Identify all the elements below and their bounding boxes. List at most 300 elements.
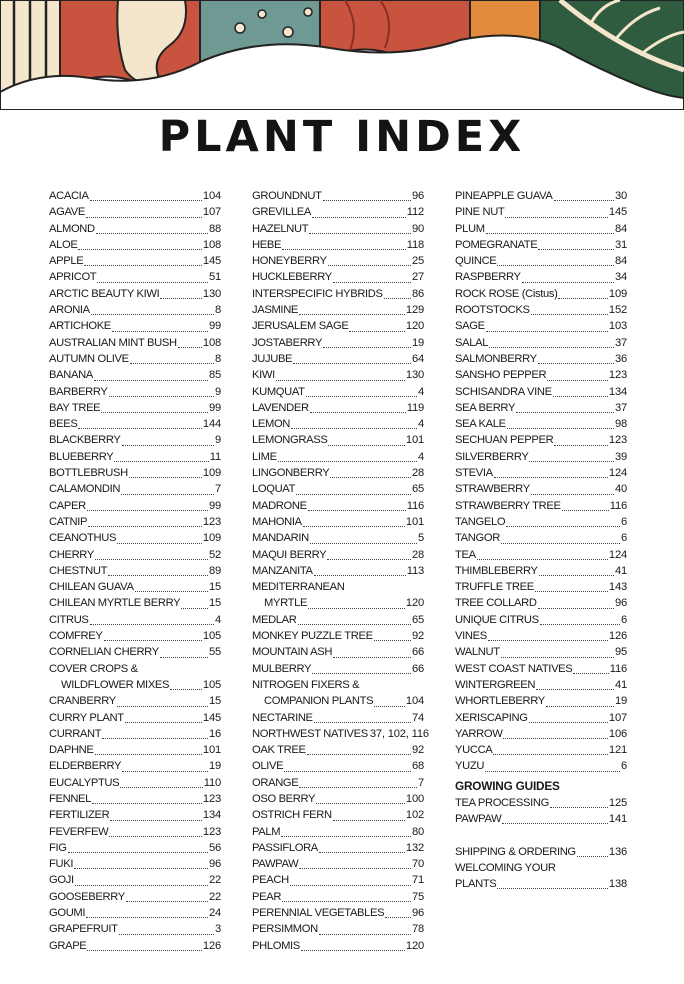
entry-name: PLUM	[455, 222, 485, 235]
entry-name: MYRTLE	[264, 597, 308, 610]
index-column-1	[49, 188, 221, 954]
dot-leader	[306, 382, 417, 397]
dot-leader	[374, 692, 405, 707]
entry-name: KIWI	[252, 369, 275, 382]
dot-leader	[109, 822, 202, 837]
entry-name: BANANA	[49, 369, 93, 382]
dot-leader	[276, 366, 405, 381]
entry-name: FUKI	[49, 858, 74, 871]
entry-name: TEA PROCESSING	[455, 796, 549, 809]
index-entry	[49, 938, 221, 954]
entry-name: YUCCA	[455, 744, 493, 757]
entry-name: SILVERBERRY	[455, 450, 529, 463]
entry-page-number: 11	[209, 450, 221, 463]
dot-leader	[536, 675, 614, 690]
dot-leader	[516, 398, 614, 413]
entry-page-number: 109	[608, 287, 627, 300]
entry-page-number: 31	[614, 238, 627, 251]
entry-page-number: 65	[411, 483, 424, 496]
entry-name: COVER CROPS &	[49, 662, 138, 675]
dot-leader	[333, 806, 405, 821]
entry-page-number: 4	[417, 385, 424, 398]
entry-name: SHIPPING & ORDERING	[455, 845, 576, 858]
entry-page-number: 15	[208, 695, 221, 708]
entry-name: PHLOMIS	[252, 939, 300, 952]
dot-leader	[75, 871, 208, 886]
entry-name: WELCOMING YOUR	[455, 861, 556, 874]
entry-page-number: 37, 102, 116	[369, 727, 429, 740]
entry-page-number: 36	[614, 352, 627, 365]
dot-leader	[299, 300, 405, 315]
entry-name: HONEYBERRY	[252, 255, 327, 268]
dot-leader	[314, 561, 406, 576]
entry-name: CHILEAN GUAVA	[49, 581, 134, 594]
entry-page-number: 106	[608, 727, 627, 740]
entry-page-number: 70	[411, 858, 424, 871]
entry-page-number: 68	[411, 760, 424, 773]
entry-page-number: 96	[411, 190, 424, 202]
dot-leader	[102, 724, 208, 739]
entry-name: CATNIP	[49, 515, 88, 528]
dot-leader	[129, 463, 202, 478]
entry-name: POMEGRANATE	[455, 238, 538, 251]
entry-name: TREE COLLARD	[455, 597, 537, 610]
entry-name: MEDITERRANEAN	[252, 581, 345, 594]
dot-leader	[121, 480, 214, 495]
index-entry	[252, 938, 424, 954]
dot-leader	[328, 431, 404, 446]
dot-leader	[90, 186, 202, 201]
index-entry	[252, 710, 424, 726]
index-entry	[252, 661, 424, 677]
entry-page-number: 123	[202, 515, 221, 528]
entry-name: SEA KALE	[455, 418, 506, 431]
entry-page-number: 22	[208, 874, 221, 887]
dot-leader	[507, 414, 614, 429]
dot-leader	[87, 496, 208, 511]
entry-name: THIMBLEBERRY	[455, 564, 538, 577]
entry-name: GOJI	[49, 874, 74, 887]
dot-leader	[135, 577, 208, 592]
entry-name: BARBERRY	[49, 385, 108, 398]
entry-name: PAWPAW	[252, 858, 299, 871]
entry-name: WINTERGREEN	[455, 678, 536, 691]
dot-leader	[84, 251, 202, 266]
dot-leader	[86, 203, 202, 218]
entry-name: CURRY PLANT	[49, 711, 124, 724]
entry-name: ROCK ROSE (Cistus)	[455, 287, 558, 300]
entry-name: GRAPE	[49, 939, 87, 952]
entry-name: GROUNDNUT	[252, 190, 322, 202]
entry-page-number: 101	[405, 434, 424, 447]
entry-page-number: 55	[208, 646, 221, 659]
entry-name: HUCKLEBERRY	[252, 271, 332, 284]
entry-page-number: 86	[411, 287, 424, 300]
entry-page-number: 99	[208, 320, 221, 333]
entry-name: CALAMONDIN	[49, 483, 121, 496]
entry-name: XERISCAPING	[455, 711, 528, 724]
entry-page-number: 16	[208, 727, 221, 740]
entry-page-number: 19	[411, 336, 424, 349]
entry-name: QUINCE	[455, 255, 497, 268]
entry-page-number: 136	[608, 845, 627, 858]
dot-leader	[497, 251, 614, 266]
index-column-2	[252, 188, 429, 954]
dot-leader	[312, 659, 411, 674]
entry-name: ARONIA	[49, 304, 90, 317]
entry-page-number: 40	[614, 483, 627, 496]
dot-leader	[493, 740, 608, 755]
entry-name: VINES	[455, 630, 487, 643]
entry-name: OSO BERRY	[252, 792, 316, 805]
dot-leader	[328, 251, 411, 266]
index-entry	[455, 876, 627, 892]
dot-leader	[501, 529, 620, 544]
entry-name: MAQUI BERRY	[252, 548, 327, 561]
entry-page-number: 6	[620, 532, 627, 545]
entry-page-number: 124	[608, 467, 627, 480]
dot-leader	[78, 414, 201, 429]
dot-leader	[374, 626, 411, 641]
dot-leader	[384, 284, 411, 299]
growing-guides-heading: GROWING GUIDES	[455, 778, 560, 793]
dot-leader	[299, 773, 417, 788]
entry-page-number: 124	[608, 548, 627, 561]
dot-leader	[101, 398, 208, 413]
entry-page-number: 7	[214, 483, 221, 496]
entry-page-number: 98	[614, 418, 627, 431]
entry-page-number: 121	[608, 744, 627, 757]
dot-leader	[539, 561, 614, 576]
entry-name: FEVERFEW	[49, 825, 109, 838]
dot-leader	[522, 268, 614, 283]
entry-page-number: 52	[208, 548, 221, 561]
entry-name: BEES	[49, 418, 78, 431]
entry-page-number: 108	[202, 238, 221, 251]
entry-name: ALOE	[49, 238, 78, 251]
entry-page-number: 130	[405, 369, 424, 382]
entry-page-number: 41	[614, 678, 627, 691]
entry-name: MEDLAR	[252, 613, 297, 626]
entry-name: LINGONBERRY	[252, 467, 330, 480]
dot-leader	[96, 219, 208, 234]
entry-page-number: 4	[214, 613, 221, 626]
dot-leader	[97, 268, 208, 283]
dot-leader	[554, 431, 608, 446]
dot-leader	[538, 235, 614, 250]
entry-page-number: 118	[406, 238, 424, 251]
entry-page-number: 8	[214, 304, 221, 317]
entry-page-number: 99	[208, 499, 221, 512]
index-entry	[455, 758, 627, 774]
entry-page-number: 92	[411, 744, 424, 757]
entry-name: ALMOND	[49, 222, 95, 235]
entry-page-number: 123	[202, 825, 221, 838]
dot-leader	[573, 659, 608, 674]
entry-name: PINE NUT	[455, 206, 505, 219]
entry-page-number: 96	[208, 858, 221, 871]
dot-leader	[122, 757, 208, 772]
dot-leader	[125, 708, 202, 723]
entry-name: JERUSALEM SAGE	[252, 320, 349, 333]
entry-page-number: 39	[614, 450, 627, 463]
entry-page-number: 9	[214, 385, 221, 398]
entry-page-number: 108	[202, 336, 221, 349]
entry-name: ARCTIC BEAUTY KIWI	[49, 287, 160, 300]
dot-leader	[319, 920, 411, 935]
dot-leader	[540, 610, 620, 625]
entry-name: OLIVE	[252, 760, 284, 773]
entry-page-number: 4	[417, 418, 424, 431]
dot-leader	[307, 740, 411, 755]
entry-name: TANGELO	[455, 515, 506, 528]
entry-name: SAGE	[455, 320, 485, 333]
entry-name: SCHISANDRA VINE	[455, 385, 552, 398]
entry-page-number: 123	[608, 434, 627, 447]
dot-leader	[316, 789, 405, 804]
dot-leader	[506, 512, 620, 527]
entry-name: ARTICHOKE	[49, 320, 111, 333]
dot-leader	[181, 594, 208, 609]
dot-leader	[282, 887, 411, 902]
dot-leader	[290, 871, 411, 886]
entry-name: CHILEAN MYRTLE BERRY	[49, 597, 181, 610]
entry-page-number: 78	[411, 923, 424, 936]
entry-name: ACACIA	[49, 190, 89, 202]
dot-leader	[112, 317, 208, 332]
entry-name: GREVILLEA	[252, 206, 312, 219]
entry-page-number: 56	[208, 841, 221, 854]
dot-leader	[178, 333, 202, 348]
entry-name: MANDARIN	[252, 532, 309, 545]
dot-leader	[333, 268, 411, 283]
entry-name: ELDERBERRY	[49, 760, 122, 773]
entry-page-number: 110	[203, 776, 221, 789]
dot-leader	[309, 219, 411, 234]
entry-page-number: 28	[411, 548, 424, 561]
entry-name: YUZU	[455, 760, 485, 773]
dot-leader	[312, 203, 406, 218]
dot-leader	[68, 838, 208, 853]
dot-leader	[160, 284, 202, 299]
entry-page-number: 88	[208, 222, 221, 235]
entry-page-number: 85	[208, 369, 221, 382]
dot-leader	[562, 496, 609, 511]
entry-page-number: 19	[208, 760, 221, 773]
dot-leader	[546, 692, 614, 707]
dot-leader	[310, 398, 406, 413]
dot-leader	[554, 186, 614, 201]
entry-page-number: 96	[411, 907, 424, 920]
entry-name: TRUFFLE TREE	[455, 581, 534, 594]
entry-page-number: 99	[208, 401, 221, 414]
entry-name: DAPHNE	[49, 744, 94, 757]
entry-page-number: 102	[405, 809, 424, 822]
dot-leader	[117, 692, 208, 707]
entry-page-number: 25	[411, 255, 424, 268]
entry-page-number: 65	[411, 613, 424, 626]
dot-leader	[301, 936, 405, 951]
entry-page-number: 109	[202, 467, 221, 480]
entry-page-number: 95	[614, 646, 627, 659]
dot-leader	[95, 740, 202, 755]
entry-page-number: 120	[405, 597, 424, 610]
dot-leader	[117, 529, 202, 544]
dot-leader	[538, 349, 614, 364]
entry-page-number: 134	[202, 809, 221, 822]
entry-page-number: 5	[417, 532, 424, 545]
dot-leader	[308, 594, 405, 609]
dot-leader	[278, 447, 417, 462]
dot-leader	[86, 903, 208, 918]
dot-leader	[78, 235, 201, 250]
entry-name: MAHONIA	[252, 515, 302, 528]
dot-leader	[310, 529, 417, 544]
dot-leader	[308, 496, 406, 511]
entry-name: STEVIA	[455, 467, 493, 480]
entry-page-number: 109	[202, 532, 221, 545]
dot-leader	[119, 920, 214, 935]
dot-leader	[502, 809, 608, 824]
entry-name: SANSHO PEPPER	[455, 369, 547, 382]
entry-name: HAZELNUT	[252, 222, 309, 235]
entry-page-number: 84	[614, 222, 627, 235]
entry-page-number: 30	[614, 190, 627, 202]
entry-name: FIG	[49, 841, 67, 854]
entry-name: APPLE	[49, 255, 84, 268]
dot-leader	[485, 757, 620, 772]
entry-page-number: 74	[411, 711, 424, 724]
entry-name: BLACKBERRY	[49, 434, 121, 447]
dot-leader	[488, 626, 608, 641]
entry-name: JOSTABERRY	[252, 336, 323, 349]
entry-name: SEA BERRY	[455, 401, 516, 414]
dot-leader	[170, 675, 202, 690]
entry-name: MULBERRY	[252, 662, 312, 675]
dot-leader	[87, 936, 202, 951]
entry-name: OAK TREE	[252, 744, 306, 757]
entry-page-number: 6	[620, 515, 627, 528]
entry-page-number: 90	[411, 222, 424, 235]
dot-leader	[298, 610, 411, 625]
entry-name: BAY TREE	[49, 401, 101, 414]
entry-name: UNIQUE CITRUS	[455, 613, 539, 626]
entry-name: GRAPEFRUIT	[49, 923, 118, 936]
entry-name: JUJUBE	[252, 352, 293, 365]
entry-name: LIME	[252, 450, 277, 463]
dot-leader	[486, 219, 614, 234]
entry-page-number: 66	[411, 646, 424, 659]
dot-leader	[291, 414, 417, 429]
entry-name: PERENNIAL VEGETABLES	[252, 907, 385, 920]
entry-page-number: 103	[608, 320, 627, 333]
page-title: PLANT INDEX	[158, 112, 526, 162]
entry-name: EUCALYPTUS	[49, 776, 120, 789]
dot-leader	[501, 643, 614, 658]
dot-leader	[108, 561, 208, 576]
entry-name: PALM	[252, 825, 281, 838]
dot-leader	[281, 822, 411, 837]
entry-name: WILDFLOWER MIXES	[61, 678, 170, 691]
dot-leader	[349, 317, 404, 332]
entry-page-number: 145	[202, 711, 221, 724]
dot-leader	[90, 610, 214, 625]
entry-page-number: 84	[614, 255, 627, 268]
entry-page-number: 71	[411, 874, 424, 887]
entry-page-number: 7	[417, 776, 424, 789]
entry-name: TANGOR	[455, 532, 500, 545]
entry-name: SALMONBERRY	[455, 352, 537, 365]
dot-leader	[531, 480, 614, 495]
entry-page-number: 116	[609, 499, 627, 512]
dot-leader	[385, 903, 411, 918]
entry-page-number: 105	[202, 678, 221, 691]
entry-name: COMPANION PLANTS	[264, 695, 374, 708]
entry-name: CHESTNUT	[49, 564, 108, 577]
entry-page-number: 64	[411, 352, 424, 365]
index-entry	[252, 563, 424, 579]
entry-page-number: 126	[608, 630, 627, 643]
entry-page-number: 4	[417, 450, 424, 463]
entry-name: LOQUAT	[252, 483, 296, 496]
dot-leader	[88, 512, 202, 527]
entry-page-number: 51	[208, 271, 221, 284]
entry-page-number: 141	[608, 812, 627, 825]
entry-page-number: 120	[405, 939, 424, 952]
entry-page-number: 145	[608, 206, 627, 219]
entry-page-number: 89	[208, 564, 221, 577]
entry-page-number: 144	[202, 418, 221, 431]
entry-name: AUSTRALIAN MINT BUSH	[49, 336, 177, 349]
entry-page-number: 130	[202, 287, 221, 300]
entry-name: ROOTSTOCKS	[455, 304, 530, 317]
entry-page-number: 27	[411, 271, 424, 284]
dot-leader	[558, 284, 607, 299]
entry-page-number: 28	[411, 467, 424, 480]
entry-name: ORANGE	[252, 776, 299, 789]
entry-name: PAWPAW	[455, 812, 502, 825]
entry-page-number: 129	[405, 304, 424, 317]
entry-page-number: 116	[609, 662, 627, 675]
entry-page-number: 66	[411, 662, 424, 675]
dot-leader	[497, 874, 608, 889]
dot-leader	[130, 349, 214, 364]
dot-leader	[94, 366, 208, 381]
index-column-3	[455, 188, 627, 892]
entry-page-number: 6	[620, 760, 627, 773]
entry-name: CEANOTHUS	[49, 532, 117, 545]
dot-leader	[74, 854, 208, 869]
entry-page-number: 22	[208, 890, 221, 903]
entry-page-number: 41	[614, 564, 627, 577]
entry-name: CRANBERRY	[49, 695, 116, 708]
entry-page-number: 104	[405, 695, 424, 708]
entry-name: BOTTLEBRUSH	[49, 467, 128, 480]
entry-name: STRAWBERRY TREE	[455, 499, 561, 512]
dot-leader	[529, 447, 613, 462]
entry-name: BLUEBERRY	[49, 450, 114, 463]
entry-page-number: 34	[614, 271, 627, 284]
dot-leader	[489, 333, 614, 348]
entry-page-number: 3	[214, 923, 221, 936]
dot-leader	[110, 806, 202, 821]
entry-name: PEACH	[252, 874, 289, 887]
entry-page-number: 15	[208, 597, 221, 610]
dot-leader	[92, 789, 202, 804]
entry-page-number: 107	[202, 206, 221, 219]
dot-leader	[503, 724, 608, 739]
entry-page-number: 152	[608, 304, 627, 317]
